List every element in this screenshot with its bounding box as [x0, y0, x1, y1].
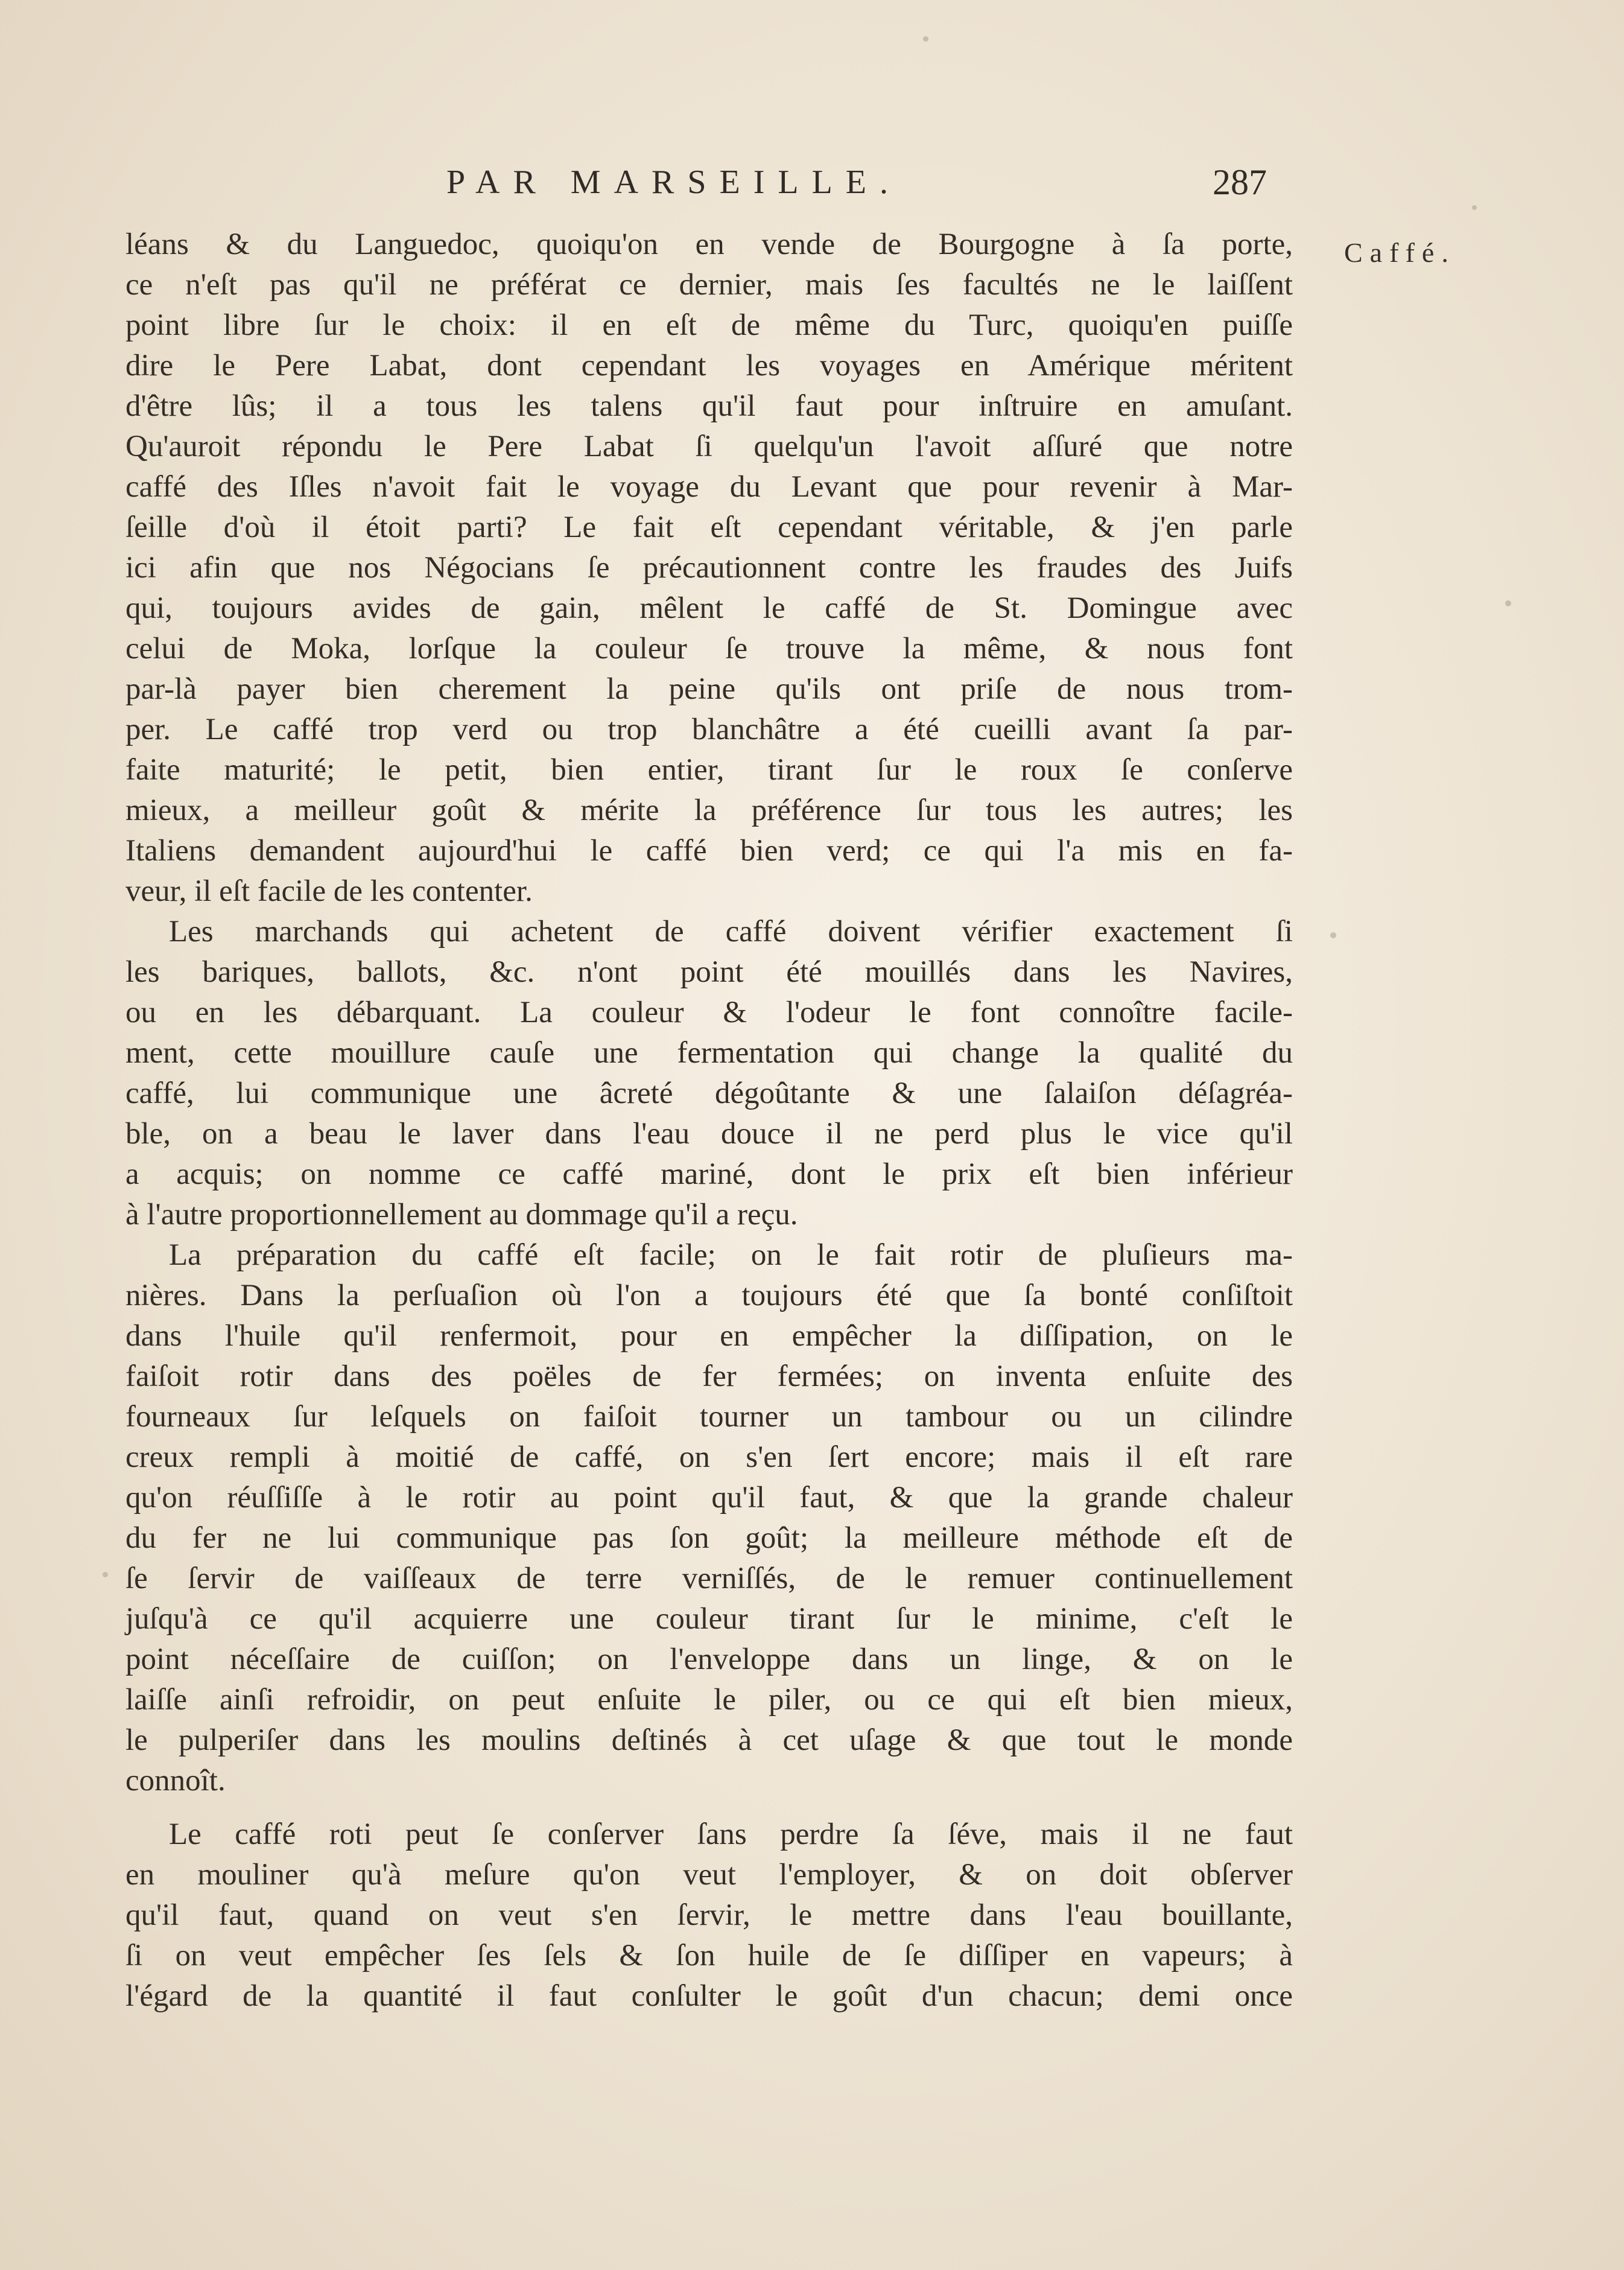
text-line: dans l'huile qu'il renfermoit, pour en empêcher la diſſipation, on le — [125, 1319, 1293, 1353]
text-line: l'égard de la quantité il faut conſulter le goût d'un chacun; demi once — [125, 1979, 1293, 2013]
paragraph-gap — [125, 1801, 1293, 1814]
text-line: ble, on a beau le laver dans l'eau douce il ne perd plus le vice qu'il — [125, 1117, 1293, 1151]
text-line: ſi on veut empêcher ſes ſels & ſon huile de ſe diſſiper en vapeurs; à — [125, 1939, 1293, 1973]
text-line: ment, cette mouillure cauſe une fermentation qui change la qualité du — [125, 1036, 1293, 1070]
text-line: ſe ſervir de vaiſſeaux de terre verniſſés, de le remuer continuellement — [125, 1562, 1293, 1595]
margin-note: Caffé. — [1344, 237, 1456, 268]
text-line: faiſoit rotir dans des poëles de fer fermées; on inventa enſuite des — [125, 1359, 1293, 1393]
text-line: les bariques, ballots, &c. n'ont point été mouillés dans les Navires, — [125, 955, 1293, 989]
text-line: qu'on réuſſiſſe à le rotir au point qu'il faut, & que la grande chaleur — [125, 1481, 1293, 1515]
text-line: juſqu'à ce qu'il acquierre une couleur tirant ſur le minime, c'eſt le — [125, 1602, 1293, 1636]
paper-speck — [1472, 205, 1477, 210]
text-line: La préparation du caffé eſt facile; on le fait rotir de pluſieurs ma- — [169, 1238, 1293, 1272]
paragraph — [125, 224, 1293, 912]
text-line: le pulperiſer dans les moulins deſtinés à cet uſage & que tout le monde — [125, 1723, 1293, 1757]
text-line: faite maturité; le petit, bien entier, tirant ſur le roux ſe conſerve — [125, 753, 1293, 787]
paragraph — [125, 912, 1293, 1235]
text-line: qui, toujours avides de gain, mêlent le caffé de St. Domingue avec — [125, 591, 1293, 625]
text-line: Italiens demandent aujourd'hui le caffé bien verd; ce qui l'a mis en fa- — [125, 834, 1293, 868]
text-line: qu'il faut, quand on veut s'en ſervir, le mettre dans l'eau bouillante, — [125, 1898, 1293, 1932]
text-line: point néceſſaire de cuiſſon; on l'enveloppe dans un linge, & on le — [125, 1642, 1293, 1676]
text-line: fourneaux ſur leſquels on faiſoit tourner un tambour ou un cilindre — [125, 1400, 1293, 1434]
text-line: ce n'eſt pas qu'il ne préférat ce dernier, mais ſes facultés ne le laiſſent — [125, 268, 1293, 302]
text-line: par-là payer bien cherement la peine qu'ils ont priſe de nous trom- — [125, 672, 1293, 706]
text-line: caffé, lui communique une âcreté dégoûtante & une ſalaiſon déſagréa- — [125, 1076, 1293, 1110]
text-line: veur, il eſt facile de les contenter. — [125, 874, 533, 908]
text-line: léans & du Languedoc, quoiqu'on en vende de Bourgogne à ſa porte, — [125, 227, 1293, 261]
text-line: a acquis; on nomme ce caffé mariné, dont le prix eſt bien inférieur — [125, 1157, 1293, 1191]
body-text — [125, 224, 1293, 2017]
text-line: per. Le caffé trop verd ou trop blanchâtre a été cueilli avant ſa par- — [125, 713, 1293, 746]
page-number: 287 — [1213, 162, 1267, 202]
text-line: creux rempli à moitié de caffé, on s'en ſert encore; mais il eſt rare — [125, 1440, 1293, 1474]
paragraph — [125, 1235, 1293, 1801]
text-line: en mouliner qu'à meſure qu'on veut l'employer, & on doit obſerver — [125, 1858, 1293, 1892]
text-line: Qu'auroit répondu le Pere Labat ſi quelqu'un l'avoit aſſuré que notre — [125, 430, 1293, 463]
text-line: Le caffé roti peut ſe conſerver ſans perdre ſa ſéve, mais il ne faut — [169, 1817, 1293, 1851]
text-line: celui de Moka, lorſque la couleur ſe trouve la même, & nous font — [125, 632, 1293, 666]
text-line: d'être lûs; il a tous les talens qu'il faut pour inſtruire en amuſant. — [125, 389, 1293, 423]
text-line: caffé des Iſles n'avoit fait le voyage du Levant que pour revenir à Mar- — [125, 470, 1293, 504]
text-line: Les marchands qui achetent de caffé doivent vérifier exactement ſi — [169, 915, 1293, 949]
text-line: du fer ne lui communique pas ſon goût; la meilleure méthode eſt de — [125, 1521, 1293, 1555]
paper-speck — [923, 36, 928, 42]
text-line: point libre ſur le choix: il en eſt de même du Turc, quoiqu'en puiſſe — [125, 308, 1293, 342]
text-line: ou en les débarquant. La couleur & l'odeur le font connoître facile- — [125, 996, 1293, 1029]
paragraph — [125, 1814, 1293, 2017]
text-line: ici afin que nos Négocians ſe précautionnent contre les fraudes des Juifs — [125, 551, 1293, 585]
paper-speck — [103, 1572, 108, 1577]
text-line: connoît. — [125, 1764, 226, 1798]
text-line: à l'autre proportionnellement au dommage qu'il a reçu. — [125, 1198, 798, 1232]
running-head: PAR MARSEILLE. — [446, 164, 902, 201]
text-line: mieux, a meilleur goût & mérite la préférence ſur tous les autres; les — [125, 793, 1293, 827]
text-line: dire le Pere Labat, dont cependant les voyages en Amérique méritent — [125, 349, 1293, 383]
text-line: nières. Dans la perſuaſion où l'on a toujours été que ſa bonté conſiſtoit — [125, 1279, 1293, 1312]
paper-speck — [1330, 932, 1336, 938]
text-line: laiſſe ainſi refroidir, on peut enſuite le piler, ou ce qui eſt bien mieux, — [125, 1683, 1293, 1717]
paper-speck — [1505, 600, 1511, 606]
text-line: ſeille d'où il étoit parti? Le fait eſt cependant véritable, & j'en parle — [125, 510, 1293, 544]
